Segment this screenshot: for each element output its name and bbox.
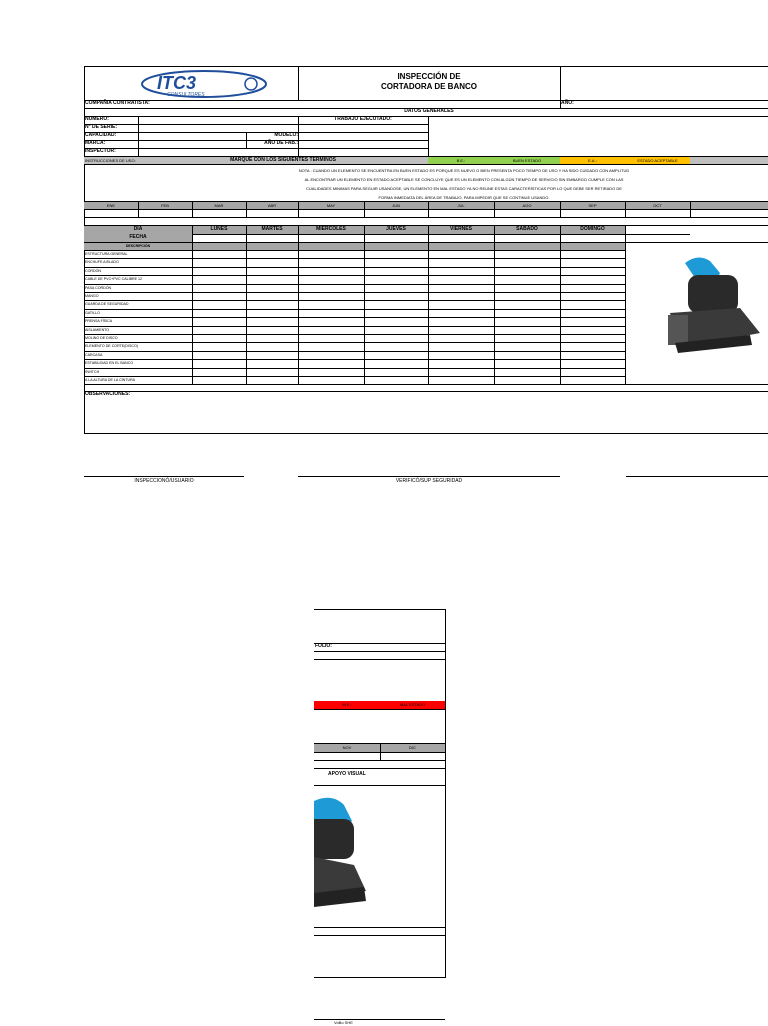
anio-fab-label: AÑO DE FAB.:: [264, 140, 298, 146]
month-may: MAY: [326, 203, 336, 208]
marque-label: MARQUE CON LOS SIGUIENTES TERMINOS: [230, 157, 336, 163]
item-row-label: PASA CORDÓN: [85, 285, 112, 290]
month-nov: NOV: [342, 745, 352, 750]
day-lunes: LUNES: [210, 226, 228, 232]
item-row-label: ESTRUCTURA GENERAL: [85, 252, 128, 256]
day-sabado: SÁBADO: [516, 226, 538, 232]
legend-me: M.E.:: [314, 701, 380, 709]
month-feb: FEB: [161, 203, 169, 208]
capacidad-label: CAPACIDAD:: [85, 132, 117, 138]
form-title-line1: INSPECCIÓN DE: [397, 72, 461, 81]
month-abr: ABR: [267, 203, 277, 208]
legend-mal-estado: MAL ESTADO: [380, 701, 445, 709]
month-mar: MAR: [214, 203, 224, 208]
year-label: AÑO:: [561, 100, 574, 106]
apoyo-visual-label: APOYO VISUAL: [328, 771, 366, 777]
inspection-form-page-1: [84, 66, 768, 436]
legend-estado-aceptable: ESTADO ACEPTABLE: [625, 157, 690, 164]
day-martes: MARTES: [261, 226, 283, 232]
nota-line: FORMA INMEDIATA DEL ÁREA DE TRABAJO, PARA IMPEDIR QUE SE CONTINUE USANDO.: [378, 195, 550, 200]
observaciones-label: OBSERVACIONES:: [85, 391, 131, 397]
logo-text: ITC3: [157, 73, 197, 93]
item-row-label: GUARDA DE SEGURIDAD: [85, 302, 129, 307]
nota-block: [184, 166, 744, 202]
item-row-label: ENCHUFE AISLADO: [85, 260, 119, 265]
inspector-label: INSPECTOR:: [85, 148, 116, 154]
inspection-form-page-2: [314, 609, 446, 1024]
vobo-she-label: VoBo SHE: [334, 1020, 353, 1025]
legend-buen-estado: BUEN ESTADO: [494, 157, 560, 164]
marca-label: MARCA:: [85, 140, 106, 146]
dia-label: DÍA: [133, 226, 143, 232]
legend-be: B.E.:: [428, 157, 494, 164]
item-row-label: SWITCH: [85, 369, 100, 374]
item-row-label: A LA ALTURA DE LA CINTURA: [85, 378, 136, 382]
signature-inspecciono: INSPECCIONÓ/USUARIO: [134, 478, 194, 484]
logo-subtitle: CONSULTORES: [167, 92, 205, 98]
month-jun: JUN: [392, 203, 400, 208]
modelo-label: MODELO:: [274, 132, 298, 138]
folio-label: FOLIO:: [315, 643, 332, 649]
day-domingo: DOMINGO: [580, 226, 605, 232]
instrucciones-label: INSTRUCCIONES DE USO:: [85, 158, 136, 163]
bench-cutter-image: [660, 253, 768, 365]
company-label: COMPAÑIA CONTRATISTA:: [85, 100, 150, 106]
signature-verifico: VERIFICÓ/SUP SEGURIDAD: [395, 478, 463, 484]
day-miercoles: MIÉRCOLES: [316, 226, 346, 232]
day-viernes: VIERNES: [450, 226, 472, 232]
form-title-line2: CORTADORA DE BANCO: [381, 82, 477, 91]
descripcion-label: DESCRIPCIÓN: [125, 244, 151, 248]
item-row-label: CABLE DE PVC+PVC CALIBRE 12: [85, 277, 143, 282]
item-row-label: MANGO: [85, 294, 99, 298]
month-ago: AGO: [522, 203, 532, 208]
item-row-label: ESTABILIDAD EN EL BANCO: [85, 361, 134, 366]
trabajo-ejecutado-label: TRABAJO EJECUTADO:: [334, 116, 392, 122]
month-jul: JUL: [457, 203, 465, 208]
nota-line: NOTA : CUANDO UN ELEMENTO SE ENCUENTRA EN BUEN ESTADO ES PORQUE ES NUEVO O BIEN PRESENTA POCO TIEMPO DE USO Y HA SIDO CUIDADO CON AMPLITUD: [298, 168, 630, 173]
datos-generales-heading: DATOS GENERALES: [404, 108, 454, 114]
item-row-label: ELEMENTO DE CORTE(DISCO): [85, 344, 138, 349]
numero-label: NUMERO:: [85, 116, 109, 122]
month-ene: ENE: [106, 203, 116, 208]
bench-cutter-image-continued: [314, 795, 374, 909]
item-row-label: PRENSA FÍSICA: [85, 319, 113, 324]
day-jueves: JUEVES: [386, 226, 406, 232]
item-row-label: GATILLO: [85, 310, 100, 315]
company-logo: [139, 69, 269, 99]
nota-line: AL ENCONTRAR UN ELEMENTO EN ESTADO ACEPTABLE SE CONCLUYE QUE ES UN ELEMENTO CON ALGÚN TIEMPO DE SERVICIO SIN EMBARGO CUMPLE CON LAS: [304, 177, 624, 182]
item-row-label: CARCASA: [85, 352, 103, 357]
item-row-label: CORDÓN: [85, 268, 101, 273]
legend-ea: E.A.:: [560, 157, 625, 164]
fecha-label: FECHA: [129, 234, 147, 240]
nota-line: CUALIDADES MINIMAS PARA SEGUIR USANDOSE, UN ELEMENTO EN MAL ESTADO YA NO REUNE ESTAS CARACTERÍSTICAS POR LO QUE DEBE SER RETIRADO DE: [306, 186, 622, 191]
month-dic: DIC: [409, 745, 416, 750]
item-row-label: AISLAMIENTO: [85, 327, 110, 332]
serie-label: N° DE SERIE:: [85, 124, 118, 130]
item-row-label: MOLINO DE DISCO: [85, 336, 118, 340]
month-oct: OCT: [653, 203, 662, 208]
month-sep: SEP: [588, 203, 597, 208]
